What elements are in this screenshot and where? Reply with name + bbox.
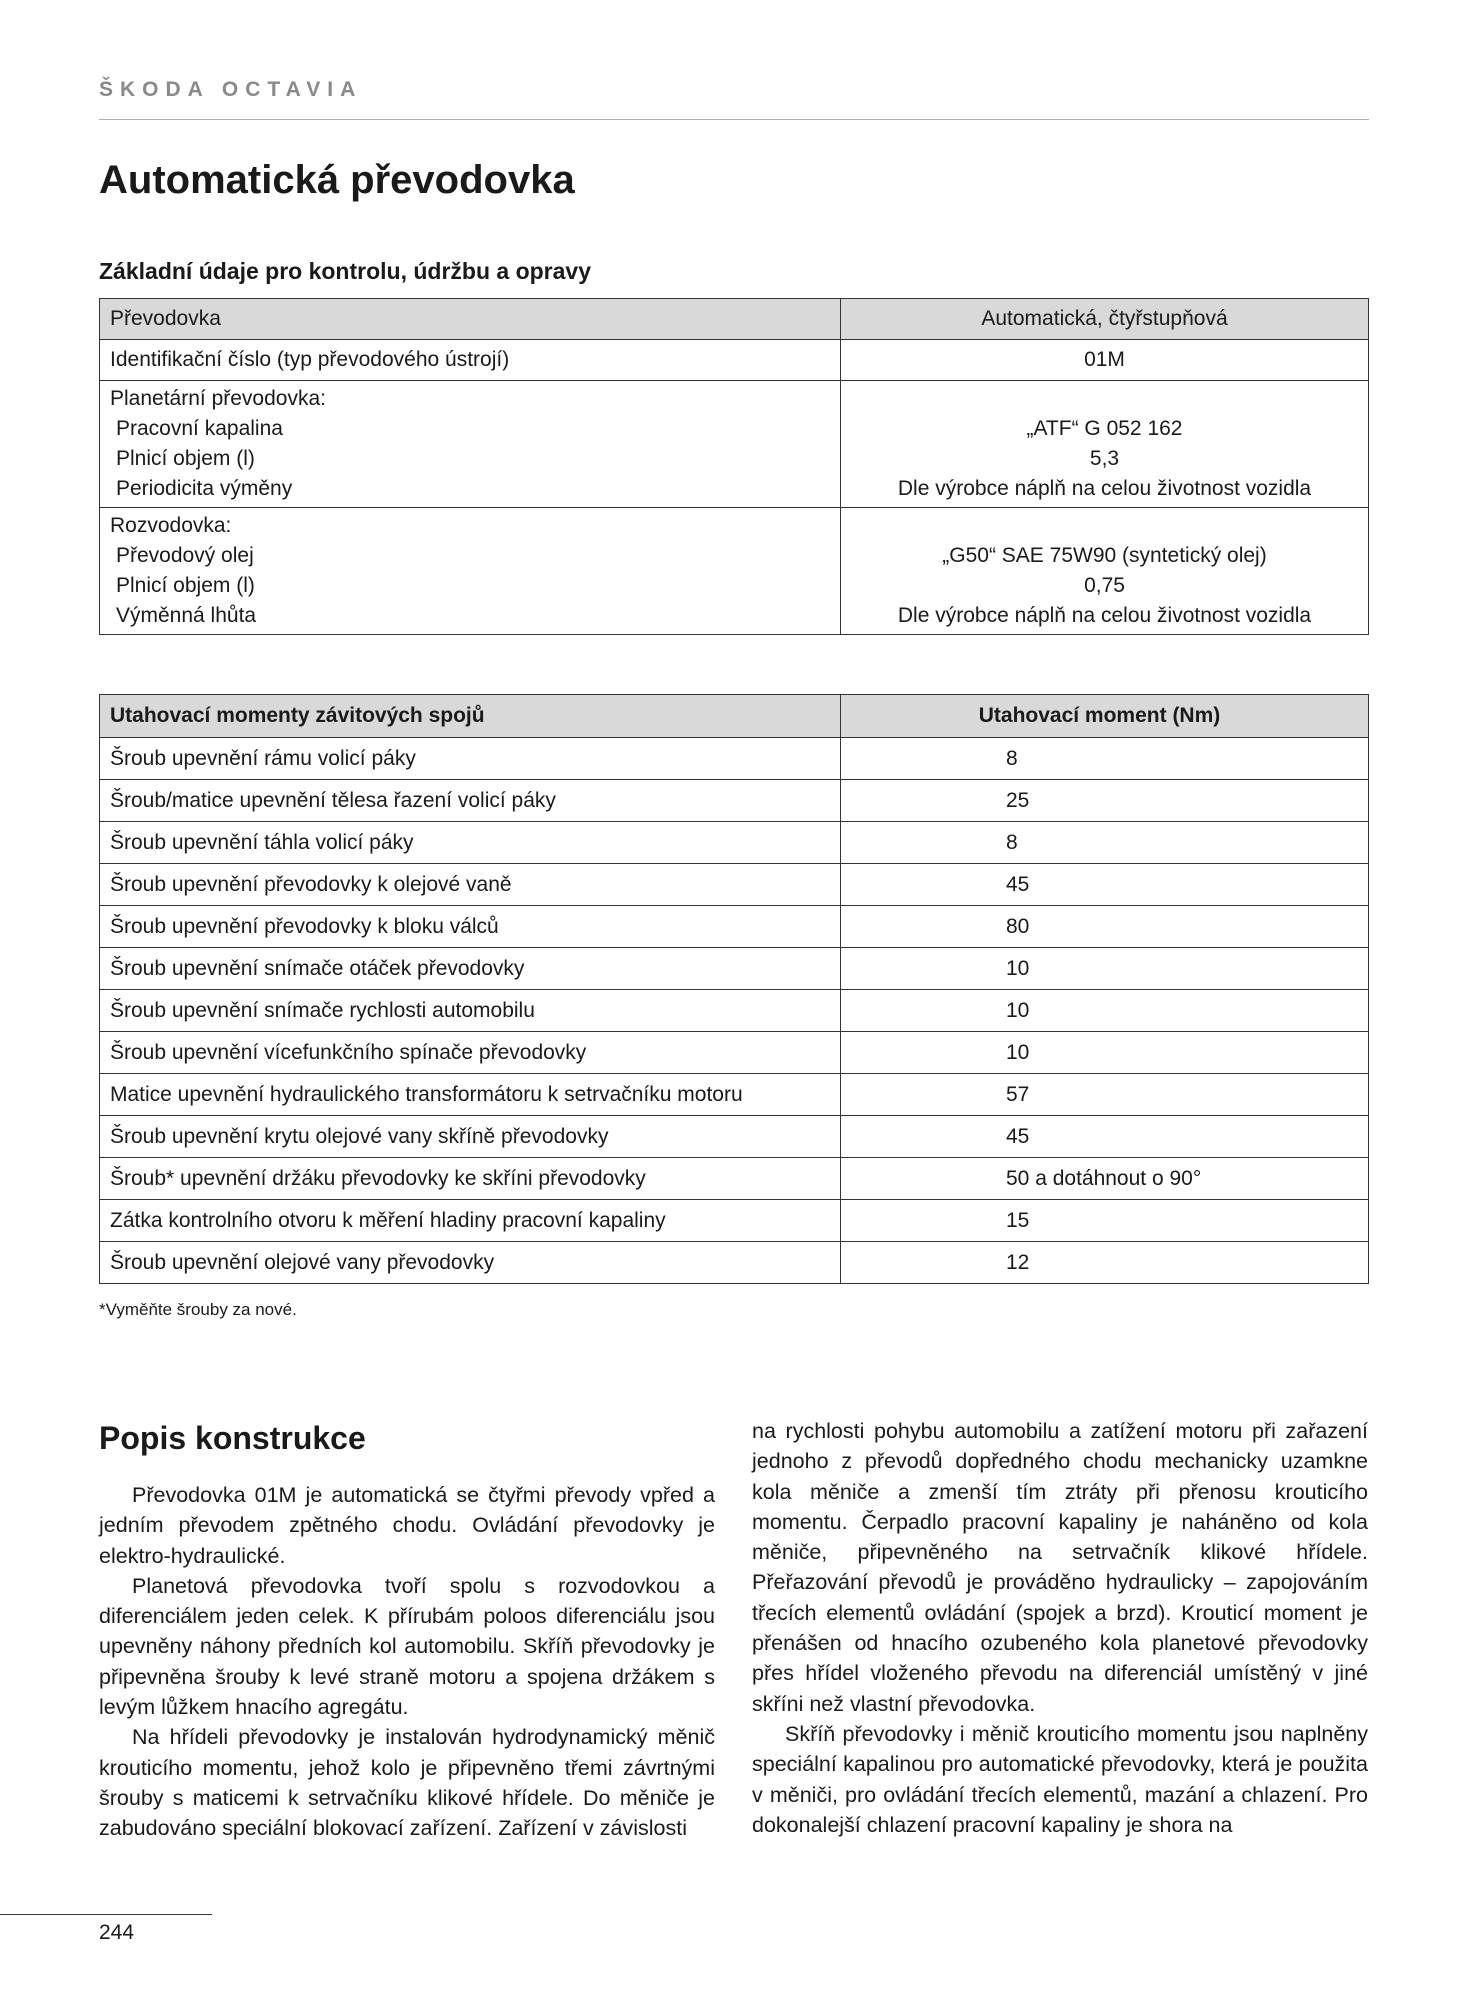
paragraph: na rychlosti pohybu automobilu a zatížení motoru při zařazení jednoho z převodů dopředného chodu mechanicky uzamkne kola měniče a zmenší tím ztráty při přenosu krouticího momentu. Čerpadlo pracovní kapaliny je naháněno od kola měniče, připevněného na setrvačník klikové hřídele. Přeřazování převodů je prováděno hydraulicky – zapojováním třecích elementů ovládání (spojek a brzd). Krouticí moment je přenášen od hnacího ozubeného kola planetové převodovky přes hřídel vloženého převodu na diferenciál umístěný v jiné skříni než vlastní převodovka. [752, 1419, 1368, 1716]
page-header [99, 78, 1369, 102]
paragraph: Na hřídeli převodovky je instalován hydrodynamický měnič krouticího momentu, jehož kolo je připevněno třemi závrtnými šrouby s maticemi k setrvačníku klikové hřídele. Do měniče je zabudováno speciální blokovací zařízení. Zařízení v závislosti [99, 1725, 715, 1841]
header-value-cell: Automatická, čtyřstupňová [841, 299, 1369, 340]
torque-value-cell: 25 [841, 780, 1369, 822]
torque-item-cell: Šroub upevnění převodovky k bloku válců [100, 906, 841, 948]
torque-header-item: Utahovací momenty závitových spojů [100, 695, 841, 738]
transfer-label: Plnicí objem (l) [116, 574, 255, 597]
section-title: Základní údaje pro kontrolu, údržbu a opravy [99, 258, 592, 284]
planetary-title: Planetární převodovka: [110, 387, 326, 410]
torque-item-cell: Šroub/matice upevnění tělesa řazení volicí páky [100, 780, 841, 822]
torque-value-cell: 15 [841, 1200, 1369, 1242]
table-row [100, 990, 1369, 1032]
planetary-value: Dle výrobce náplň na celou životnost vozidla [897, 477, 1312, 500]
torque-header-value: Utahovací moment (Nm) [841, 695, 1369, 738]
transfer-value: Dle výrobce náplň na celou životnost vozidla [897, 604, 1312, 627]
torque-item-cell: Šroub upevnění rámu volicí páky [100, 738, 841, 780]
transfer-row [100, 508, 1369, 635]
paragraph: Převodovka 01M je automatická se čtyřmi převody vpřed a jedním převodem zpětného chodu. Ovládání převodovky je elektro-hydraulické. [99, 1483, 715, 1568]
header-divider [99, 119, 1369, 120]
transfer-title: Rozvodovka: [110, 514, 232, 537]
page-number: 244 [99, 1921, 135, 1944]
torque-value-cell: 80 [841, 906, 1369, 948]
torque-item-cell: Šroub upevnění vícefunkčního spínače převodovky [100, 1032, 841, 1074]
torque-value-cell: 8 [841, 738, 1369, 780]
section2-title: Popis konstrukce [99, 1420, 366, 1456]
torque-value-cell: 10 [841, 948, 1369, 990]
transfer-values-cell [841, 508, 1369, 635]
brand-running-head: ŠKODA OCTAVIA [99, 78, 363, 101]
table-row [100, 822, 1369, 864]
basic-data-table [99, 298, 1369, 635]
torque-value-cell: 10 [841, 990, 1369, 1032]
planetary-value: 5,3 [1089, 447, 1120, 470]
planetary-values-cell [841, 381, 1369, 508]
torque-item-cell: Šroub upevnění táhla volicí páky [100, 822, 841, 864]
torque-item-cell: Šroub upevnění snímače rychlosti automobilu [100, 990, 841, 1032]
torque-item-cell: Šroub upevnění olejové vany převodovky [100, 1242, 841, 1284]
header-label-cell: Převodovka [100, 299, 841, 340]
torque-value-cell: 45 [841, 864, 1369, 906]
table-row [100, 1074, 1369, 1116]
footer-divider [0, 1914, 212, 1915]
transfer-value: 0,75 [1084, 574, 1125, 597]
transfer-value: „G50“ SAE 75W90 (syntetický olej) [942, 544, 1267, 567]
torque-item-cell: Šroub upevnění převodovky k olejové vaně [100, 864, 841, 906]
table-row [100, 1032, 1369, 1074]
table-row [100, 1116, 1369, 1158]
id-label-cell: Identifikační číslo (typ převodového ústrojí) [100, 340, 841, 381]
planetary-row [100, 381, 1369, 508]
text-column-left [99, 1480, 715, 1844]
torque-table [99, 694, 1369, 1284]
footnote: *Vyměňte šrouby za nové. [99, 1300, 297, 1319]
transfer-label: Výměnná lhůta [116, 604, 257, 627]
torque-item-cell: Zátka kontrolního otvoru k měření hladiny pracovní kapaliny [100, 1200, 841, 1242]
table-row [100, 780, 1369, 822]
table-row [100, 906, 1369, 948]
torque-item-cell: Šroub* upevnění držáku převodovky ke skříni převodovky [100, 1158, 841, 1200]
torque-item-cell: Šroub upevnění snímače otáček převodovky [100, 948, 841, 990]
torque-header-row [100, 695, 1369, 738]
paragraph: Skříň převodovky i měnič krouticího momentu jsou naplněny speciální kapalinou pro automatické převodovky, která je použita v měniči, pro ovládání třecích elementů, mazání a chlazení. Pro dokonalejší chlazení pracovní kapaliny je shora na [752, 1721, 1368, 1837]
planetary-labels-cell [100, 381, 841, 508]
table-row [100, 1158, 1369, 1200]
planetary-label: Periodicita výměny [116, 477, 293, 500]
table-row [100, 948, 1369, 990]
page-title: Automatická převodovka [99, 158, 575, 202]
text-column-right [752, 1416, 1368, 1840]
id-value-cell: 01M [841, 340, 1369, 381]
torque-value-cell: 45 [841, 1116, 1369, 1158]
planetary-value: „ATF“ G 052 162 [1026, 417, 1183, 440]
table-row [100, 738, 1369, 780]
torque-value-cell: 8 [841, 822, 1369, 864]
paragraph: Planetová převodovka tvoří spolu s rozvodovkou a diferenciálem jeden celek. K přírubám poloos diferenciálu jsou upevněny náhony předních kol automobilu. Skříň převodovky je připevněna šrouby k levé straně motoru a spojena držákem s levým lůžkem hnacího agregátu. [99, 1573, 715, 1720]
planetary-label: Plnicí objem (l) [116, 447, 255, 470]
table-header-row [100, 299, 1369, 340]
planetary-label: Pracovní kapalina [116, 417, 283, 440]
torque-item-cell: Matice upevnění hydraulického transformátoru k setrvačníku motoru [100, 1074, 841, 1116]
transfer-label: Převodový olej [116, 544, 254, 567]
table-row [100, 1242, 1369, 1284]
table-row [100, 864, 1369, 906]
torque-value-cell: 57 [841, 1074, 1369, 1116]
torque-value-cell: 50 a dotáhnout o 90° [841, 1158, 1369, 1200]
table-row [100, 340, 1369, 381]
torque-value-cell: 12 [841, 1242, 1369, 1284]
torque-item-cell: Šroub upevnění krytu olejové vany skříně převodovky [100, 1116, 841, 1158]
transfer-labels-cell [100, 508, 841, 635]
table-row [100, 1200, 1369, 1242]
torque-value-cell: 10 [841, 1032, 1369, 1074]
